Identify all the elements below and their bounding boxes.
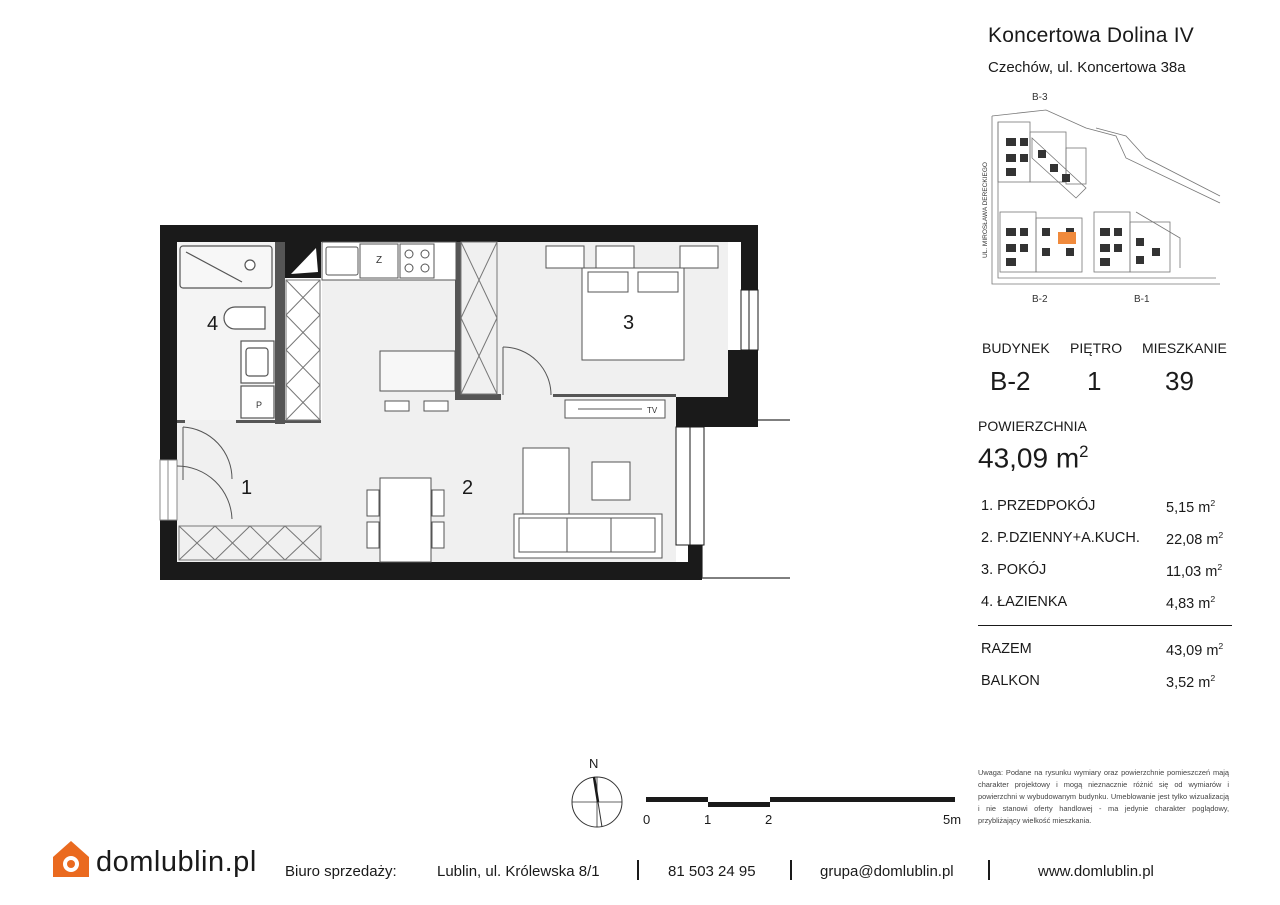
compass-icon [570, 775, 624, 829]
fridge-label: Z [376, 255, 383, 266]
floor-plan [150, 215, 790, 595]
site-label-b2: B-2 [1032, 294, 1048, 305]
room-area: 5,15 $m^2$ [1166, 498, 1216, 516]
scale-label-1: 1 [704, 812, 712, 827]
apartment-label: MIESZKANIE [1142, 340, 1227, 356]
project-address: Czechów, ul. Koncertowa 38a [988, 59, 1186, 76]
project-title: Koncertowa Dolina IV [988, 24, 1194, 47]
separator [988, 860, 990, 880]
balcony [702, 420, 790, 578]
balcony-value: 3,52 $m^2$ [1166, 673, 1216, 691]
room-area: 4,83 $m^2$ [1166, 594, 1216, 612]
site-label-b3: B-3 [1032, 92, 1048, 103]
room-name: 1. PRZEDPOKÓJ [981, 498, 1096, 514]
logo-house-icon [50, 838, 92, 880]
room-area: 11,03 $m^2$ [1166, 562, 1223, 580]
office-address: Lublin, ul. Królewska 8/1 [437, 863, 600, 880]
room-number-3: 3 [623, 312, 635, 334]
room-name: 3. POKÓJ [981, 562, 1047, 578]
building-value: B-2 [990, 366, 1031, 396]
separator [790, 860, 792, 880]
area-label: POWIERZCHNIA [978, 418, 1087, 434]
room-number-1: 1 [241, 477, 253, 499]
compass-north-label: N [589, 756, 599, 771]
room-area: 22,08 $m^2$ [1166, 530, 1224, 548]
apartment-value: 39 [1165, 366, 1194, 396]
room-number-4: 4 [207, 313, 219, 335]
disclaimer-note: Uwaga: Podane na rysunku wymiary oraz powierzchnie pomieszczeń mają charakter projektowy i mogą nieznacznie różnić się od wymiarów i powierzchni w wybudowanym budynku. Umeblowanie jest tylko wizualizacją i nie stanowi oferty handlowej - ma jedynie charakter poglądowy, przybliżający wielkość mieszkania. [978, 768, 1229, 825]
scale-label-0: 0 [643, 812, 651, 827]
site-label-b1: B-1 [1134, 294, 1150, 305]
total-label: RAZEM [981, 641, 1032, 657]
room-number-2: 2 [462, 477, 474, 499]
room-name: 2. P.DZIENNY+A.KUCH. [981, 530, 1140, 546]
washer-label: P [256, 400, 263, 410]
office-label: Biuro sprzedaży: [285, 863, 397, 880]
scale-bar [645, 794, 957, 808]
street-label: UL. MIROSŁAWA DERECKIEGO [982, 162, 989, 258]
site-map [976, 88, 1224, 306]
phone-number[interactable]: 81 503 24 95 [668, 863, 756, 880]
area-value: 43,09 $m^2$ [978, 442, 1089, 474]
room-name: 4. ŁAZIENKA [981, 594, 1068, 610]
building-label: BUDYNEK [982, 340, 1050, 356]
floor-value: 1 [1087, 366, 1102, 396]
scale-label-5m: 5m [943, 812, 962, 827]
floor-label: PIĘTRO [1070, 340, 1123, 356]
website-link[interactable]: www.domlublin.pl [1038, 863, 1154, 880]
tv-label: TV [647, 406, 658, 415]
balcony-label: BALKON [981, 673, 1040, 689]
email-link[interactable]: grupa@domlublin.pl [820, 863, 954, 880]
logo-text[interactable]: domlublin.pl [96, 846, 257, 878]
total-value: 43,09 $m^2$ [1166, 641, 1224, 659]
divider [978, 625, 1232, 626]
site-highlight [1058, 232, 1076, 244]
separator [637, 860, 639, 880]
scale-label-2: 2 [765, 812, 773, 827]
